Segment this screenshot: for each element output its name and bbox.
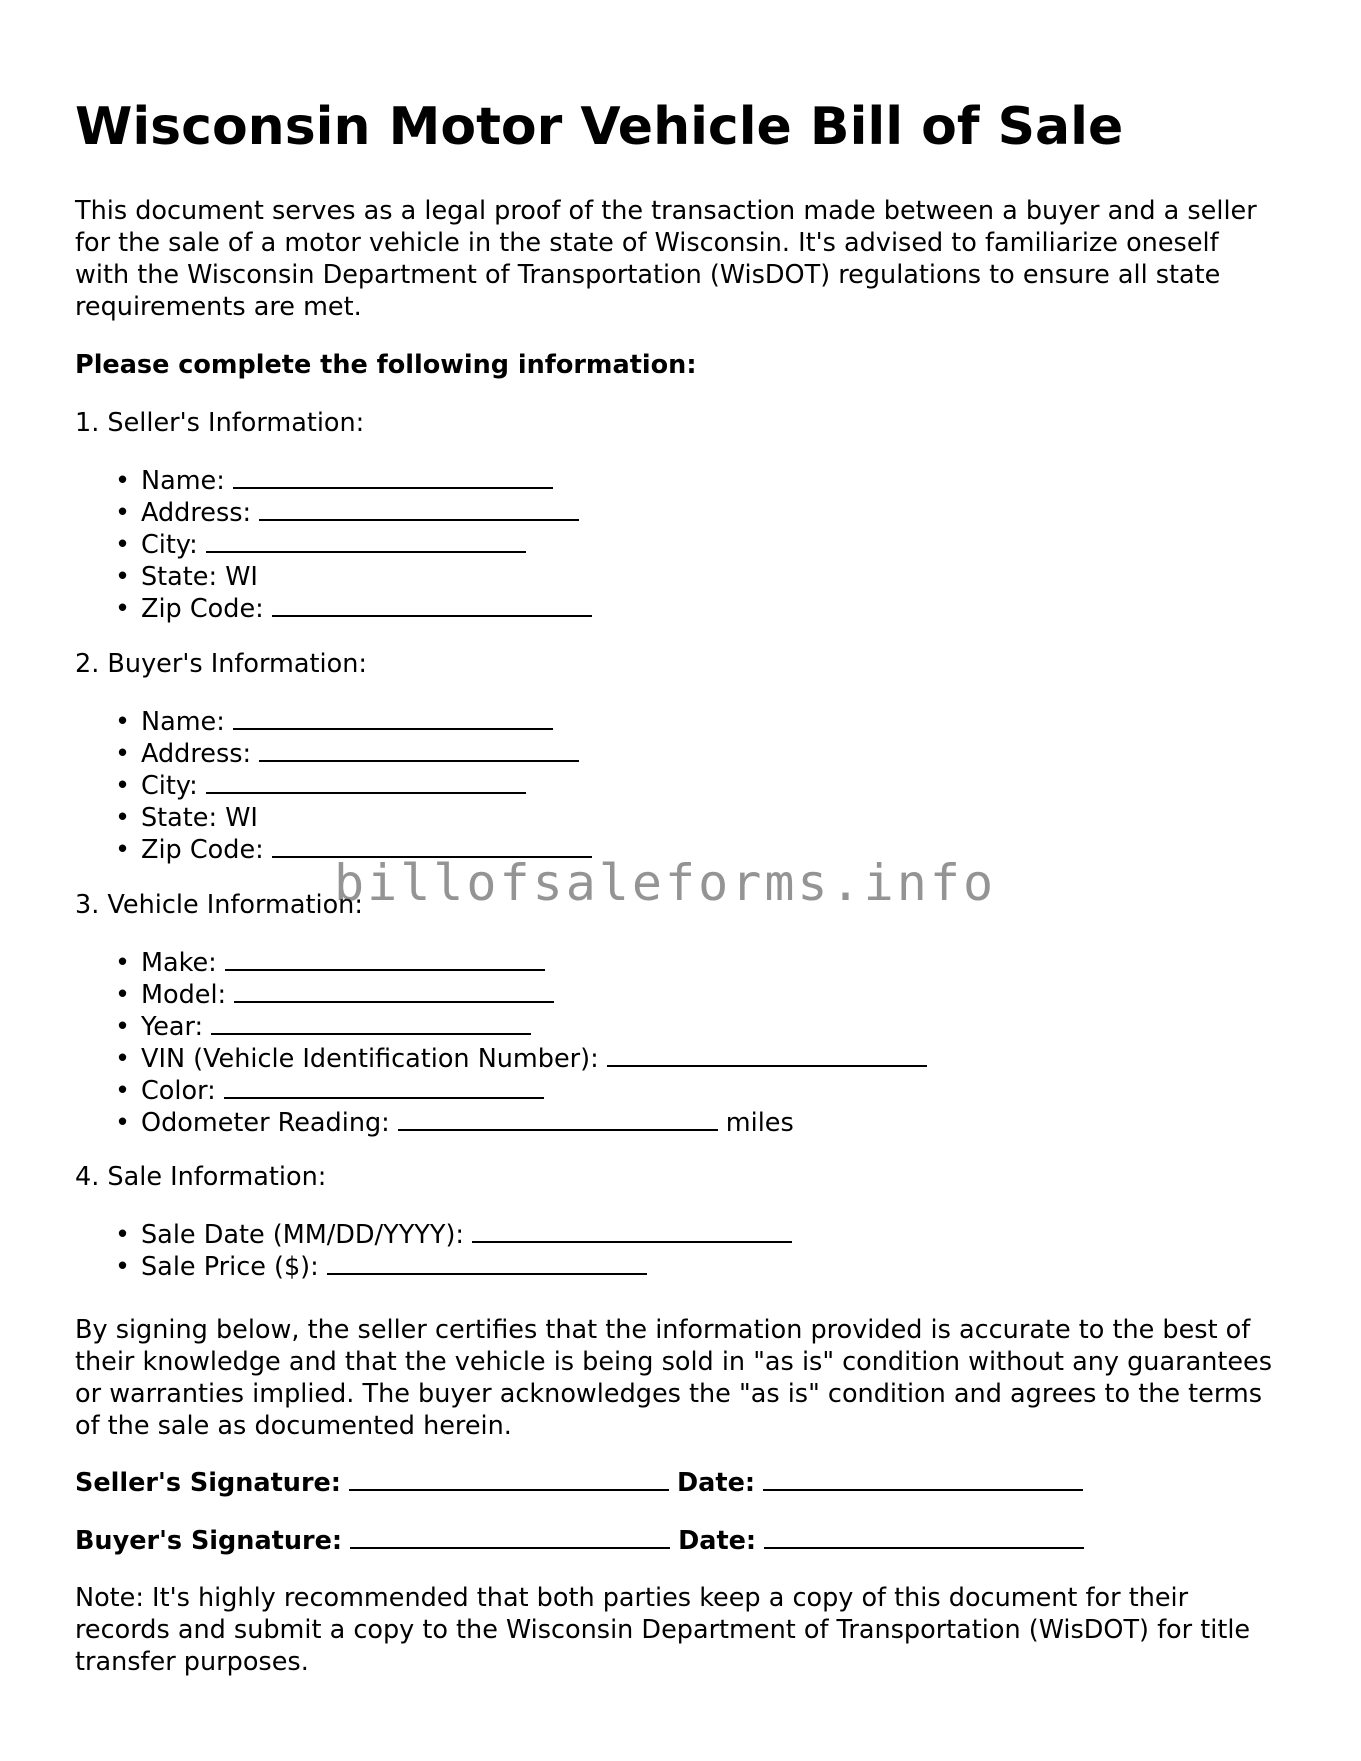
vehicle-fields-list [75,947,927,1139]
sale-price-field[interactable] [75,1251,792,1283]
bullet-icon: • [115,562,131,592]
seller-section-heading: 1. Seller's Information: [75,408,365,438]
bullet-icon: • [115,594,131,624]
blank-line[interactable] [327,1251,647,1275]
seller-date-line[interactable] [763,1467,1083,1491]
bullet-icon: • [115,771,131,801]
blank-line[interactable] [398,1107,718,1131]
seller-name-field[interactable] [75,465,592,497]
bullet-icon: • [115,835,131,865]
vehicle-vin-field[interactable] [75,1043,927,1075]
odometer-unit: miles [725,1108,794,1138]
bullet-icon: • [115,1220,131,1250]
bullet-icon: • [115,1252,131,1282]
certification-paragraph: By signing below, the seller certifies that the information provided is accurate to the best of their knowledge and that the vehicle is being sold in "as is" condition without any guarantees or warranties implied. The buyer acknowledges the "as is" condition and agrees to the terms of the sale as documented herein. [75,1315,1273,1441]
blank-line[interactable] [234,979,554,1003]
bullet-icon: • [115,707,131,737]
seller-address-field[interactable] [75,497,592,529]
bullet-icon: • [115,948,131,978]
seller-signature-row [75,1467,1091,1499]
blank-line[interactable] [211,1011,531,1035]
seller-fields-list [75,465,592,625]
blank-line[interactable] [233,706,553,730]
field-label: Address: [141,498,252,528]
blank-line[interactable] [607,1043,927,1067]
field-label: Name: [141,707,225,737]
seller-signature-line[interactable] [349,1467,669,1491]
note-paragraph: Note: It's highly recommended that both parties keep a copy of this document for their records and submit a copy to the Wisconsin Department of Transportation (WisDOT) for title transfer purposes. [75,1583,1251,1677]
instruction-heading: Please complete the following information: [75,350,697,380]
vehicle-color-field[interactable] [75,1075,927,1107]
buyer-signature-label: Buyer's Signature: [75,1526,343,1556]
bullet-icon: • [115,803,131,833]
field-label: City: [141,771,198,801]
seller-signature-label: Seller's Signature: [75,1468,342,1498]
bullet-icon: • [115,1012,131,1042]
watermark: billofsaleforms.info [334,854,997,912]
page-title: Wisconsin Motor Vehicle Bill of Sale [75,97,1124,157]
buyer-address-field[interactable] [75,738,592,770]
bullet-icon: • [115,739,131,769]
bullet-icon: • [115,466,131,496]
field-label: Year: [141,1012,204,1042]
field-label: Sale Price ($): [141,1252,319,1282]
seller-city-field[interactable] [75,529,592,561]
field-label: State: WI [141,562,258,592]
seller-state-field [75,561,592,593]
blank-line[interactable] [272,593,592,617]
bullet-icon: • [115,498,131,528]
vehicle-model-field[interactable] [75,979,927,1011]
field-label: Color: [141,1076,216,1106]
bullet-icon: • [115,1108,131,1138]
field-label: Zip Code: [141,594,264,624]
blank-line[interactable] [472,1219,792,1243]
vehicle-make-field[interactable] [75,947,927,979]
field-label: Name: [141,466,225,496]
buyer-signature-line[interactable] [350,1525,670,1549]
bullet-icon: • [115,980,131,1010]
bullet-icon: • [115,1044,131,1074]
field-label: City: [141,530,198,560]
field-label: VIN (Vehicle Identification Number): [141,1044,599,1074]
buyer-section-heading: 2. Buyer's Information: [75,649,367,679]
field-label: Make: [141,948,217,978]
seller-zip-field[interactable] [75,593,592,625]
sale-fields-list [75,1219,792,1283]
bullet-icon: • [115,1076,131,1106]
sale-date-field[interactable] [75,1219,792,1251]
intro-paragraph: This document serves as a legal proof of the transaction made between a buyer and a seller for the sale of a motor vehicle in the state of Wisconsin. It's advised to familiarize oneself with the Wisconsin Department of Transportation (WisDOT) regulations to ensure all state requirements are met. [75,196,1257,322]
blank-line[interactable] [206,529,526,553]
field-label: Zip Code: [141,835,264,865]
field-label: Sale Date (MM/DD/YYYY): [141,1220,464,1250]
buyer-signature-row [75,1525,1092,1557]
field-label: Model: [141,980,227,1010]
field-label: State: WI [141,803,258,833]
buyer-city-field[interactable] [75,770,592,802]
field-label: Odometer Reading: [141,1108,390,1138]
seller-date-label: Date: [677,1468,756,1498]
buyer-fields-list [75,706,592,866]
vehicle-odometer-field[interactable] [75,1107,927,1139]
field-label: Address: [141,739,252,769]
blank-line[interactable] [225,947,545,971]
blank-line[interactable] [224,1075,544,1099]
vehicle-section-heading: 3. Vehicle Information: [75,890,363,920]
bullet-icon: • [115,530,131,560]
blank-line[interactable] [259,497,579,521]
blank-line[interactable] [206,770,526,794]
sale-section-heading: 4. Sale Information: [75,1162,327,1192]
buyer-date-line[interactable] [764,1525,1084,1549]
buyer-state-field [75,802,592,834]
blank-line[interactable] [259,738,579,762]
buyer-date-label: Date: [678,1526,757,1556]
buyer-name-field[interactable] [75,706,592,738]
vehicle-year-field[interactable] [75,1011,927,1043]
blank-line[interactable] [233,465,553,489]
